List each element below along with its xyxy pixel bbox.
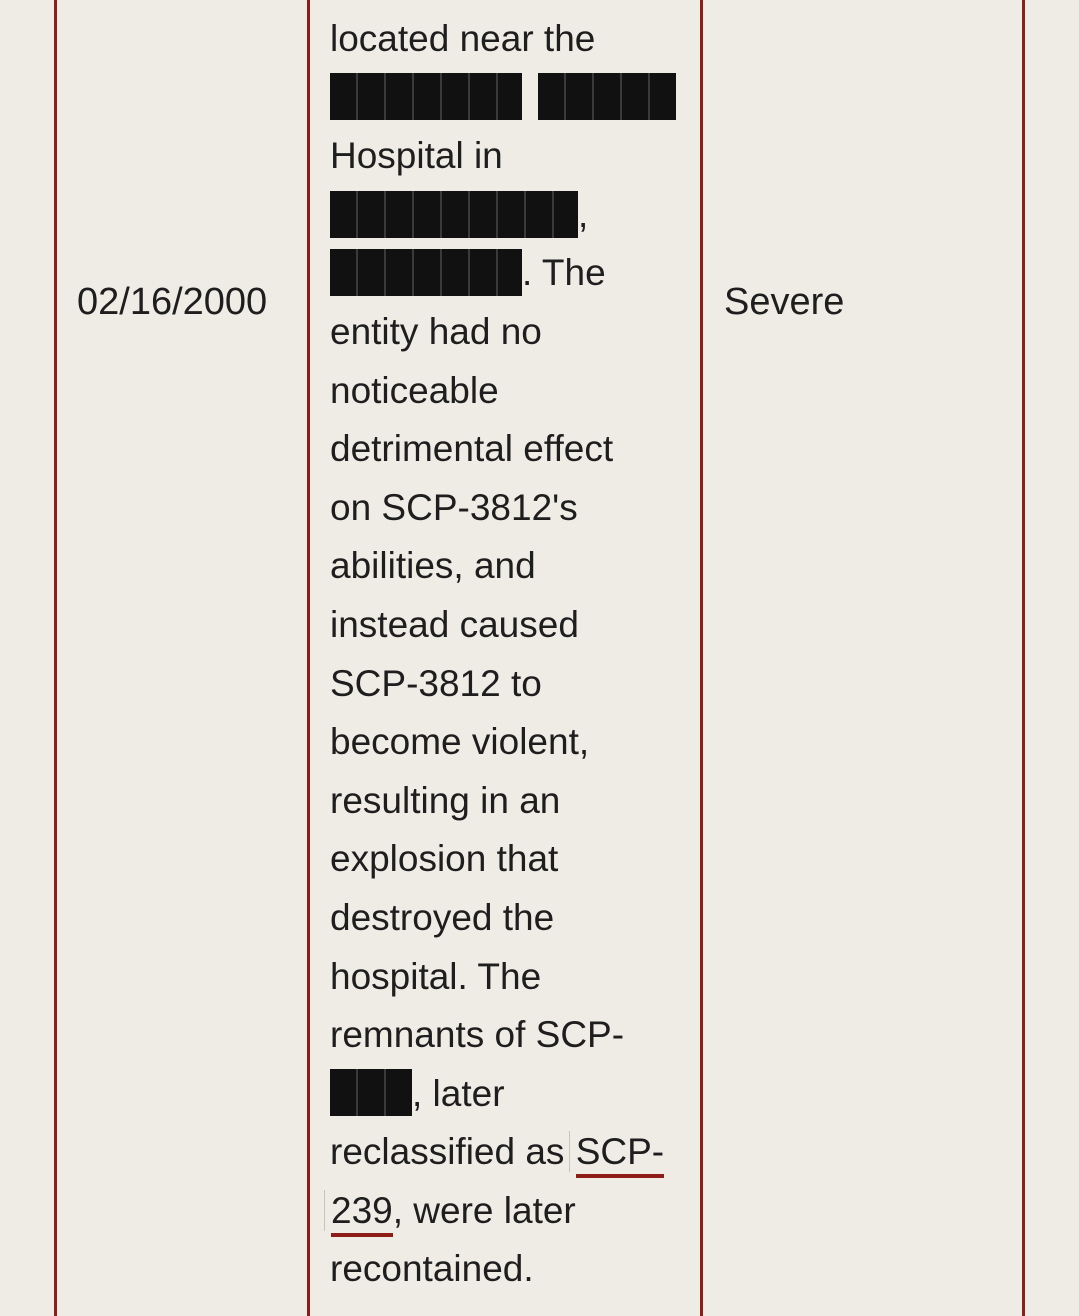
- desc-line: detrimental effect: [330, 428, 614, 470]
- desc-line: noticeable: [330, 369, 499, 411]
- desc-text: , later: [412, 1072, 505, 1114]
- redaction-block: [330, 191, 578, 238]
- redaction-block: [330, 73, 522, 120]
- incident-severity: Severe: [724, 281, 845, 323]
- desc-line: become violent,: [330, 721, 590, 763]
- desc-line: [330, 186, 700, 245]
- desc-line: entity had no: [330, 310, 542, 352]
- desc-line: [330, 244, 700, 303]
- incident-description: [330, 10, 700, 1299]
- desc-line: resulting in an: [330, 779, 561, 821]
- desc-line: SCP-3812 to: [330, 662, 542, 704]
- desc-line: Hospital in: [330, 135, 503, 177]
- desc-line: remnants of SCP-: [330, 1014, 625, 1056]
- desc-line: [330, 1123, 700, 1182]
- desc-line: hospital. The: [330, 955, 542, 997]
- desc-line: on SCP-3812's: [330, 486, 578, 528]
- desc-line: located near the: [330, 18, 596, 59]
- scp-239-link[interactable]: SCP-: [576, 1131, 664, 1178]
- desc-text: ,: [578, 193, 589, 235]
- scp-239-link-end[interactable]: [324, 1190, 393, 1231]
- redaction-block: [330, 1069, 412, 1116]
- scp-239-link-start[interactable]: [569, 1131, 664, 1172]
- desc-line: abilities, and: [330, 545, 536, 587]
- table-border-left: [54, 0, 57, 1316]
- desc-text: reclassified as: [330, 1131, 575, 1173]
- redaction-block: [330, 249, 522, 296]
- desc-line: [330, 69, 700, 128]
- table-border-col1: [307, 0, 310, 1316]
- desc-text: . The: [522, 252, 606, 294]
- redaction-block: [538, 73, 676, 120]
- scp-239-link-cont[interactable]: 239: [331, 1190, 393, 1237]
- desc-line: destroyed the: [330, 896, 555, 938]
- table-border-col2: [700, 0, 703, 1316]
- desc-line: [330, 1065, 700, 1124]
- desc-line: recontained.: [330, 1248, 534, 1290]
- table-border-right: [1022, 0, 1025, 1316]
- desc-line: instead caused: [330, 603, 579, 645]
- desc-text: , were later: [392, 1189, 576, 1231]
- incident-date: 02/16/2000: [77, 281, 268, 323]
- desc-line: [330, 1182, 700, 1241]
- desc-line: explosion that: [330, 838, 559, 880]
